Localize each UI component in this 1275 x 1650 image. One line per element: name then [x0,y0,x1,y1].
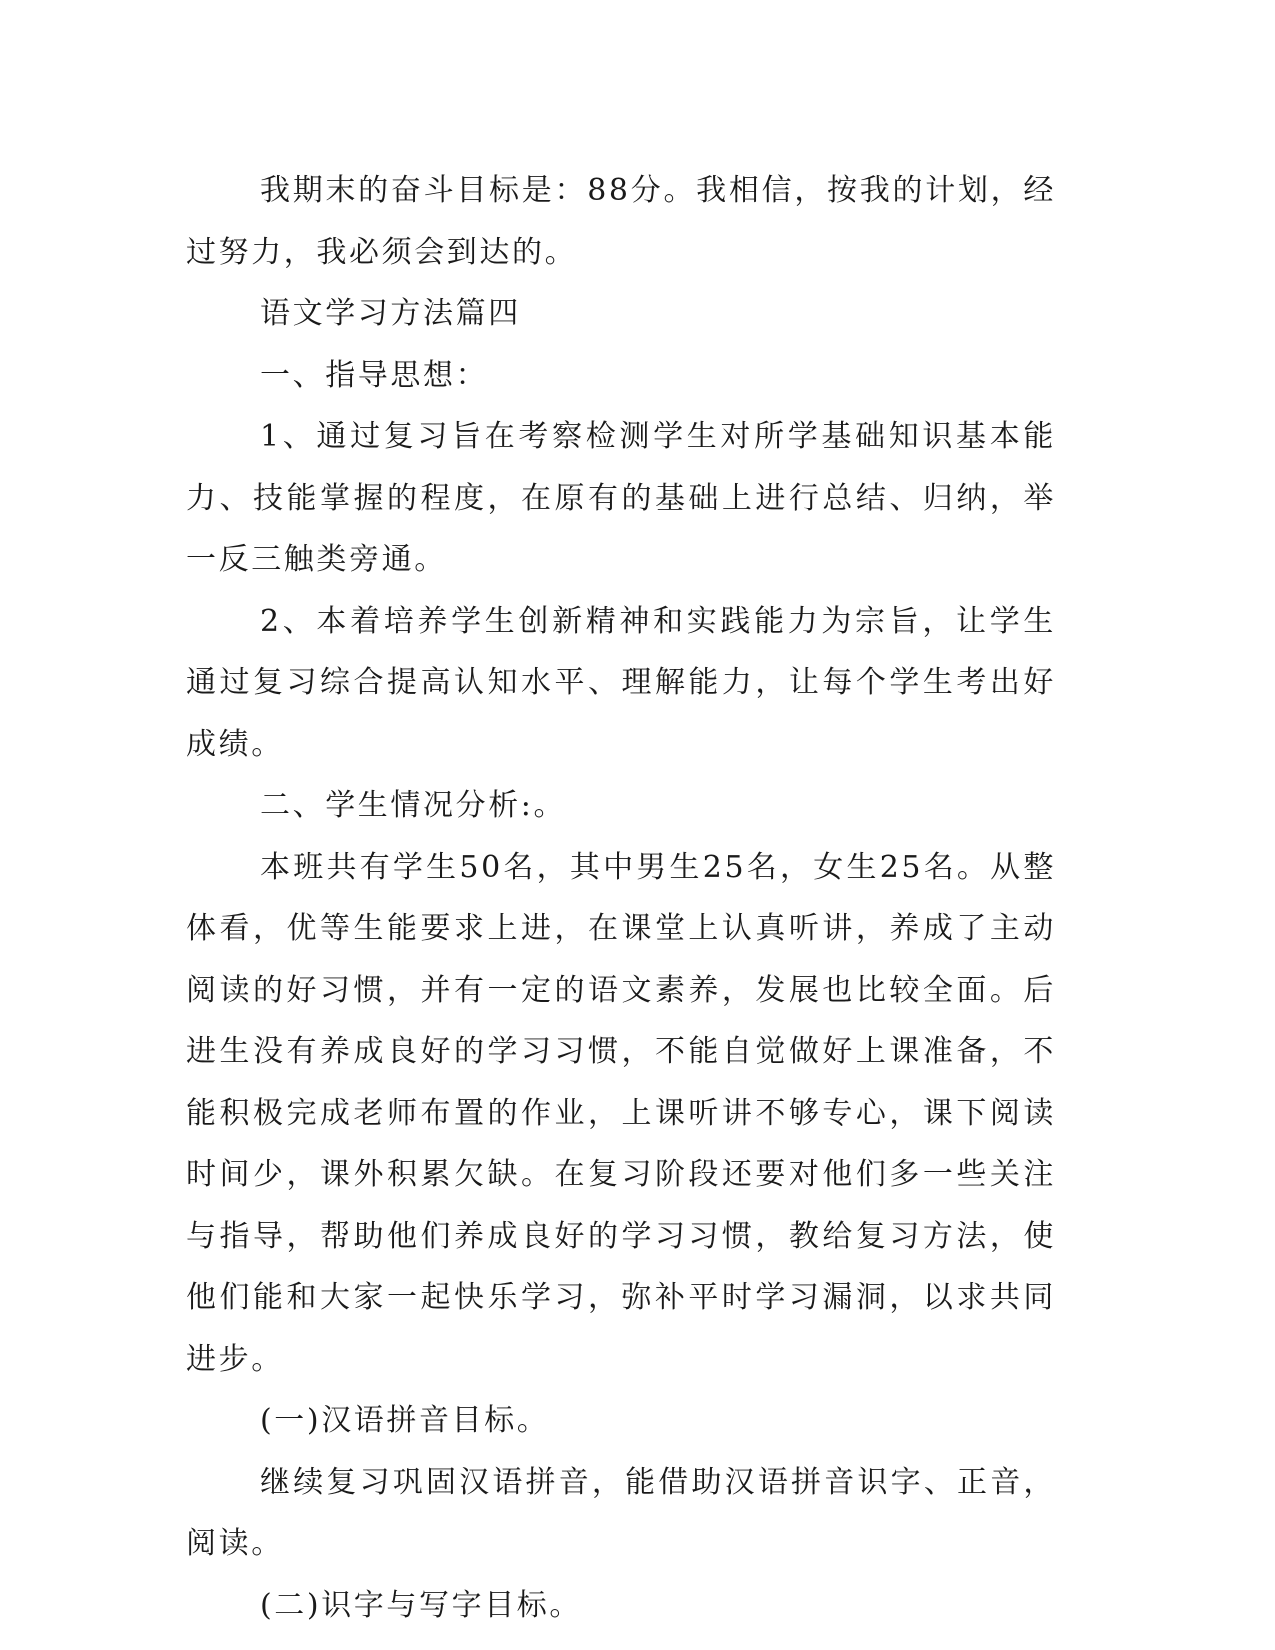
heading-student-analysis: 二、学生情况分析:。 [260,788,567,823]
paragraph-point-1: 1、通过复习旨在考察检测学生对所学基础知识基本能力、技能掌握的程度，在原有的基础上进行总结、归纳，举一反三触类旁通。 [186,419,1056,577]
heading-writing-goal: (二)识字与写字目标。 [260,1587,583,1623]
paragraph-class-situation: 本班共有学生50名，其中男生25名，女生25名。从整体看，优等生能要求上进，在课堂上认真听讲，养成了主动阅读的好习惯，并有一定的语文素养，发展也比较全面。后进生没有养成良好的学习习惯，不能自觉做好上课准备，不能积极完成老师布置的作业，上课听讲不够专心，课下阅读时间少，课外积累欠缺。在复习阶段还要对他们多一些关注与指导，帮助他们养成良好的学习习惯，教给复习方法，使他们能和大家一起快乐学习，弥补平时学习漏洞，以求共同进步。 [186,849,1056,1377]
heading-pinyin-goal: (一)汉语拼音目标。 [260,1403,550,1438]
section-title: 语文学习方法篇四 [260,296,521,331]
paragraph-pinyin: 继续复习巩固汉语拼音，能借助汉语拼音识字、正音，阅读。 [186,1464,1056,1561]
document-body [186,160,1056,1636]
heading-guiding-idea: 一、指导思想： [260,357,489,393]
paragraph-point-2: 2、本着培养学生创新精神和实践能力为宗旨，让学生通过复习综合提高认知水平、理解能力，让每个学生考出好成绩。 [186,603,1056,762]
paragraph-goal: 我期末的奋斗目标是：88分。我相信，按我的计划，经过努力，我必须会到达的。 [186,173,1056,270]
